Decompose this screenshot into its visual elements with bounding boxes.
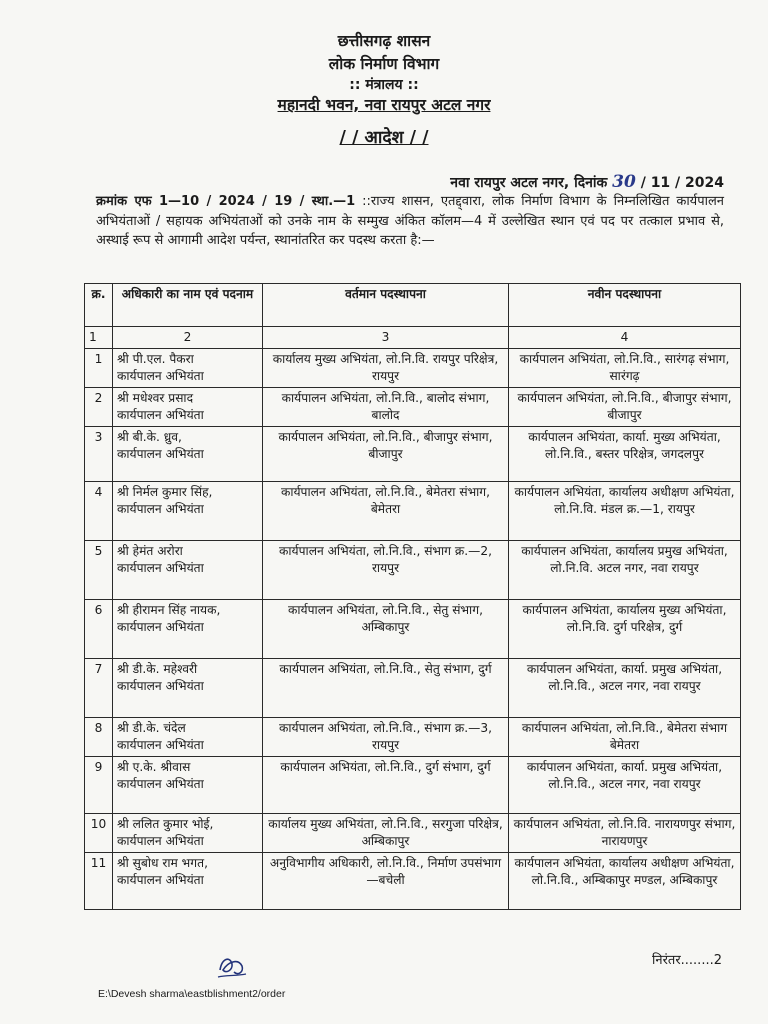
order-number: क्रमांक एफ 1—10 / 2024 / 19 / स्था.—1: [96, 194, 356, 209]
current-posting: कार्यपालन अभियंता, लो.नि.वि., बेमेतरा संभाग, बेमेतरा: [263, 482, 509, 541]
new-posting: कार्यपालन अभियंता, लो.नि.वि., बेमेतरा संभाग बेमेतरा: [509, 718, 741, 757]
officer-designation: कार्यपालन अभियंता: [117, 834, 204, 848]
officer-designation: कार्यपालन अभियंता: [117, 738, 204, 752]
table-row: [85, 541, 741, 600]
officer-name: श्री हेमंत अरोरा: [117, 544, 183, 558]
officer-cell: [113, 388, 263, 427]
new-posting: कार्यपालन अभियंता, लो.नि.वि., सारंगढ़ संभाग, सारंगढ़: [509, 349, 741, 388]
table-row: [85, 388, 741, 427]
officer-name: श्री ललित कुमार भोई,: [117, 817, 214, 831]
new-posting: कार्यपालन अभियंता, कार्यालय मुख्य अभियंता, लो.नि.वि. दुर्ग परिक्षेत्र, दुर्ग: [509, 600, 741, 659]
dateline-handwritten-day: 30: [612, 172, 636, 192]
serial-number: 10: [85, 814, 113, 853]
new-posting: कार्यपालन अभियंता, कार्यालय अधीक्षण अभियंता, लो.नि.वि. मंडल क्र.—1, रायपुर: [509, 482, 741, 541]
officer-designation: कार्यपालन अभियंता: [117, 447, 204, 461]
current-posting: अनुविभागीय अधिकारी, लो.नि.वि., निर्माण उपसंभाग—बचेली: [263, 853, 509, 910]
serial-number: 1: [85, 349, 113, 388]
state-government-title: छत्तीसगढ़ शासन: [337, 32, 431, 50]
department-title: लोक निर्माण विभाग: [328, 55, 440, 73]
current-posting: कार्यपालन अभियंता, लो.नि.वि., संभाग क्र.—3, रायपुर: [263, 718, 509, 757]
officer-cell: [113, 853, 263, 910]
officer-name: श्री ए.के. श्रीवास: [117, 760, 191, 774]
table-row: [85, 659, 741, 718]
current-posting: कार्यालय मुख्य अभियंता, लो.नि.वि. रायपुर परिक्षेत्र, रायपुर: [263, 349, 509, 388]
column-index: 4: [509, 327, 741, 349]
officer-name: श्री डी.के. चंदेल: [117, 721, 186, 735]
column-index: 2: [113, 327, 263, 349]
officer-cell: [113, 659, 263, 718]
officer-designation: कार्यपालन अभियंता: [117, 408, 204, 422]
table-row: [85, 349, 741, 388]
order-body-text: ::राज्य शासन, एतद्द्वारा, लोक निर्माण विभाग के निम्नलिखित कार्यपालन अभियंताओं / सहायक अभियंताओं को उनके नाम के सम्मुख अंकित कॉलम—4 में उल्लेखित स्थान एवं पद पर तत्काल प्रभाव से, अस्थाई रूप से आगामी आदेश पर्यन्त, स्थानांतरित कर पदस्थ करता है:—: [96, 194, 725, 249]
current-posting: कार्यालय मुख्य अभियंता, लो.नि.वि., सरगुजा परिक्षेत्र, अम्बिकापुर: [263, 814, 509, 853]
order-dateline: [450, 172, 724, 192]
officer-designation: कार्यपालन अभियंता: [117, 502, 204, 516]
officer-designation: कार्यपालन अभियंता: [117, 620, 204, 634]
header-current-posting: वर्तमान पदस्थापना: [263, 284, 509, 327]
officer-name: श्री मधेश्वर प्रसाद: [117, 391, 194, 405]
new-posting: कार्यपालन अभियंता, लो.नि.वि., बीजापुर संभाग, बीजापुर: [509, 388, 741, 427]
officer-name: श्री हीरामन सिंह नायक,: [117, 603, 221, 617]
table-header-row: [85, 284, 741, 327]
order-paragraph: [96, 192, 724, 251]
officer-cell: [113, 541, 263, 600]
current-posting: कार्यपालन अभियंता, लो.नि.वि., दुर्ग संभाग, दुर्ग: [263, 757, 509, 814]
new-posting: कार्यपालन अभियंता, कार्या. मुख्य अभियंता, लो.नि.वि., बस्तर परिक्षेत्र, जगदलपुर: [509, 427, 741, 482]
officer-cell: [113, 718, 263, 757]
serial-number: 7: [85, 659, 113, 718]
officer-cell: [113, 600, 263, 659]
table-row: [85, 427, 741, 482]
letterhead: [0, 30, 768, 153]
new-posting: कार्यपालन अभियंता, कार्या. प्रमुख अभियंता, लो.नि.वि., अटल नगर, नवा रायपुर: [509, 659, 741, 718]
current-posting: कार्यपालन अभियंता, लो.नि.वि., बालोद संभाग, बालोद: [263, 388, 509, 427]
current-posting: कार्यपालन अभियंता, लो.नि.वि., सेतु संभाग, दुर्ग: [263, 659, 509, 718]
new-posting: कार्यपालन अभियंता, कार्या. प्रमुख अभियंता, लो.नि.वि., अटल नगर, नवा रायपुर: [509, 757, 741, 814]
table-body: [85, 349, 741, 910]
officer-cell: [113, 427, 263, 482]
column-index: 3: [263, 327, 509, 349]
officer-designation: कार्यपालन अभियंता: [117, 369, 204, 383]
new-posting: कार्यपालन अभियंता, लो.नि.वि. नारायणपुर संभाग, नारायणपुर: [509, 814, 741, 853]
serial-number: 6: [85, 600, 113, 659]
column-index-row: [85, 327, 741, 349]
current-posting: कार्यपालन अभियंता, लो.नि.वि., बीजापुर संभाग, बीजापुर: [263, 427, 509, 482]
officer-name: श्री निर्मल कुमार सिंह,: [117, 485, 213, 499]
transfer-table: [84, 283, 741, 910]
officer-name: श्री डी.के. महेश्वरी: [117, 662, 198, 676]
dateline-month-year: / 11 / 2024: [640, 175, 724, 191]
officer-designation: कार्यपालन अभियंता: [117, 561, 204, 575]
file-path: E:\Devesh sharma\eastblishment2/order: [98, 988, 286, 1000]
office-address: महानदी भवन, नवा रायपुर अटल नगर: [277, 96, 491, 114]
officer-cell: [113, 814, 263, 853]
table-row: [85, 600, 741, 659]
continued-note: निरंतर........2: [652, 953, 722, 968]
serial-number: 11: [85, 853, 113, 910]
serial-number: 5: [85, 541, 113, 600]
officer-cell: [113, 757, 263, 814]
column-index: 1: [85, 327, 113, 349]
new-posting: कार्यपालन अभियंता, कार्यालय अधीक्षण अभियंता, लो.नि.वि., अम्बिकापुर मण्डल, अम्बिकापुर: [509, 853, 741, 910]
officer-name: श्री पी.एल. पैकरा: [117, 352, 194, 366]
officer-name: श्री सुबोध राम भगत,: [117, 856, 208, 870]
current-posting: कार्यपालन अभियंता, लो.नि.वि., सेतु संभाग, अम्बिकापुर: [263, 600, 509, 659]
officer-designation: कार्यपालन अभियंता: [117, 873, 204, 887]
dateline-place: नवा रायपुर अटल नगर, दिनांक: [450, 175, 608, 191]
serial-number: 8: [85, 718, 113, 757]
header-officer-name: अधिकारी का नाम एवं पदनाम: [113, 284, 263, 327]
table-row: [85, 482, 741, 541]
serial-number: 4: [85, 482, 113, 541]
header-new-posting: नवीन पदस्थापना: [509, 284, 741, 327]
order-heading: / / आदेश / /: [339, 128, 429, 148]
table-row: [85, 757, 741, 814]
officer-designation: कार्यपालन अभियंता: [117, 679, 204, 693]
table-row: [85, 814, 741, 853]
serial-number: 2: [85, 388, 113, 427]
serial-number: 3: [85, 427, 113, 482]
officer-cell: [113, 349, 263, 388]
officer-designation: कार्यपालन अभियंता: [117, 777, 204, 791]
new-posting: कार्यपालन अभियंता, कार्यालय प्रमुख अभियंता, लो.नि.वि. अटल नगर, नवा रायपुर: [509, 541, 741, 600]
table-row: [85, 853, 741, 910]
officer-name: श्री बी.के. ध्रुव,: [117, 430, 182, 444]
ministry-title: :: मंत्रालय ::: [349, 77, 419, 93]
initials-signature: [214, 952, 250, 982]
table-row: [85, 718, 741, 757]
current-posting: कार्यपालन अभियंता, लो.नि.वि., संभाग क्र.—2, रायपुर: [263, 541, 509, 600]
serial-number: 9: [85, 757, 113, 814]
officer-cell: [113, 482, 263, 541]
header-serial: क्र.: [85, 284, 113, 327]
